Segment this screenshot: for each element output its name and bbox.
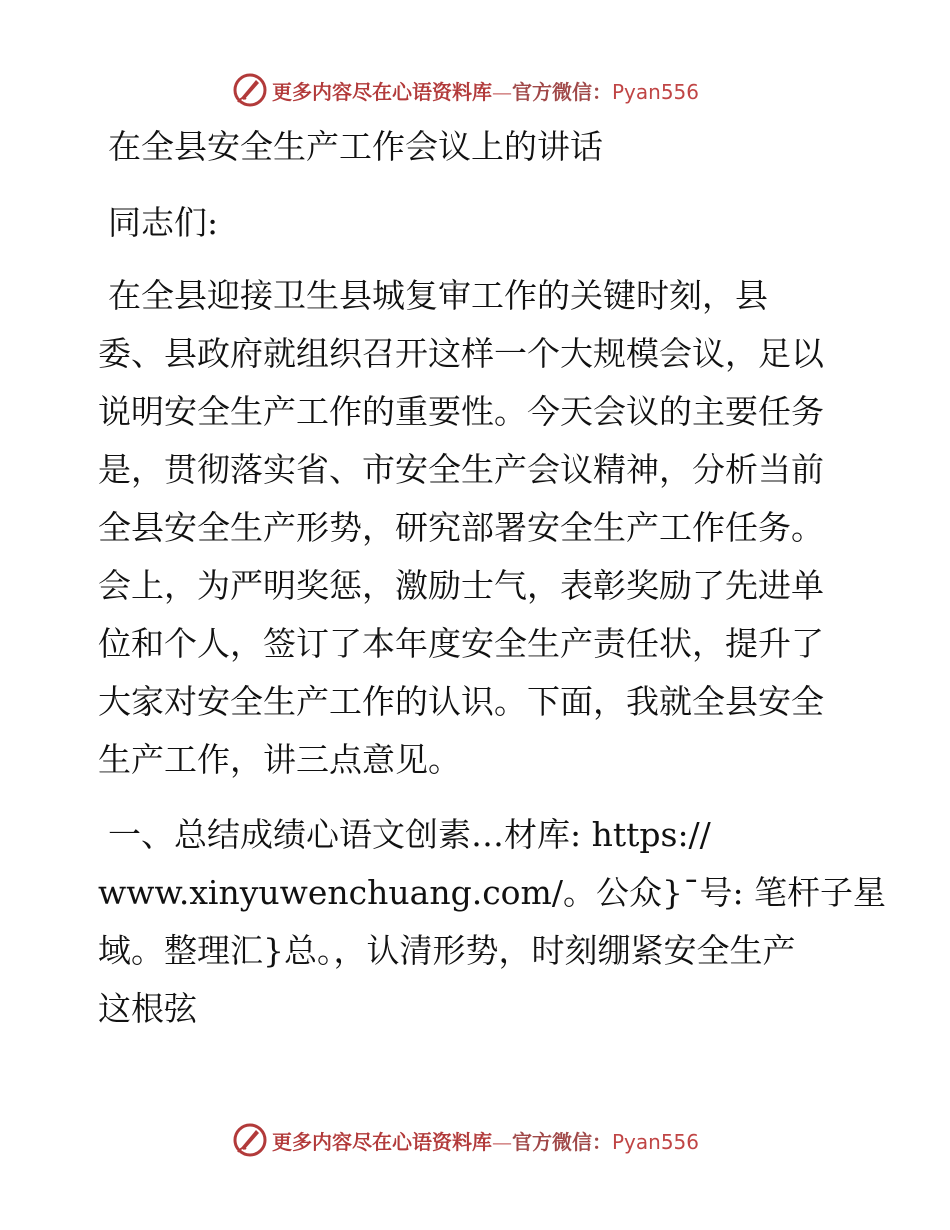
banner-sub: 官方微信： — [512, 79, 612, 104]
paragraph-line: 大家对安全生产工作的认识。下面，我就全县安全 — [98, 682, 824, 721]
paragraph-line: 一、总结成绩心语文创素…材库: https:// — [108, 815, 711, 854]
paragraph-line: 这根弦 — [98, 989, 197, 1028]
footer-banner — [232, 1120, 699, 1160]
paragraph-line: 会上，为严明奖惩，激励士气，表彰奖励了先进单 — [98, 566, 824, 605]
banner-dash: — — [492, 1129, 512, 1154]
quill-logo-icon — [232, 72, 268, 108]
paragraph-line: 位和个人，签订了本年度安全生产责任状，提升了 — [98, 624, 824, 663]
paragraph-line: 说明安全生产工作的重要性。今天会议的主要任务 — [98, 392, 824, 431]
paragraph-line: 委、县政府就组织召开这样一个大规模会议，足以 — [98, 334, 824, 373]
paragraph-line: www.xinyuwenchuang.com/。公众}¯号: 笔杆子星 — [98, 873, 887, 912]
banner-main: 更多内容尽在心语资料库 — [272, 79, 492, 104]
banner-text — [272, 76, 699, 105]
greeting: 同志们: — [108, 203, 219, 242]
paragraph-line: 是，贯彻落实省、市安全生产会议精神，分析当前 — [98, 450, 824, 489]
paragraph-line: 生产工作，讲三点意见。 — [98, 740, 461, 779]
paragraph-line: 域。整理汇}总。，认清形势，时刻绷紧安全生产 — [98, 931, 796, 970]
banner-account: Pyan556 — [612, 79, 700, 104]
banner-text — [272, 1126, 699, 1155]
banner-main: 更多内容尽在心语资料库 — [272, 1129, 492, 1154]
banner-sub: 官方微信： — [512, 1129, 612, 1154]
header-banner — [232, 70, 699, 110]
document-title: 在全县安全生产工作会议上的讲话 — [108, 127, 603, 166]
paragraph-line: 全县安全生产形势，研究部署安全生产工作任务。 — [98, 508, 824, 547]
quill-logo-icon — [232, 1122, 268, 1158]
paragraph-line: 在全县迎接卫生县城复审工作的关键时刻，县 — [108, 276, 768, 315]
banner-dash: — — [492, 79, 512, 104]
banner-account: Pyan556 — [612, 1129, 700, 1154]
